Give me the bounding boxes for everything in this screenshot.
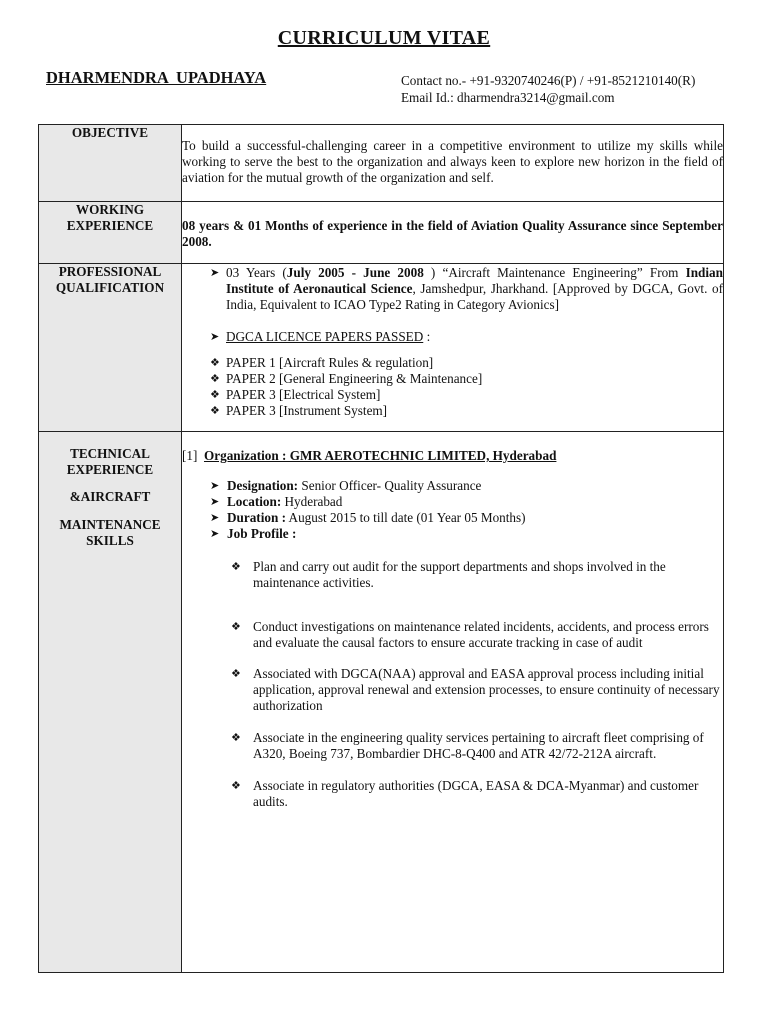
paper-text: PAPER 3 [Instrument System] [226,403,388,418]
technical-label [39,432,182,973]
duty-text: Associated with DGCA(NAA) approval and EASA approval process including initial application, approval renewal and extension processes, to ensure continuity of necessary authorization [253,666,720,713]
duty-item [182,666,723,714]
duration-label: Duration : [227,510,286,525]
working-experience-row [39,202,724,264]
qualification-label-line2: QUALIFICATION [55,280,165,295]
four-diamond-bullet-icon: ❖ [231,780,241,792]
contact-email: Email Id.: dharmendra3214@gmail.com [401,90,615,105]
paper-item [182,371,723,387]
designation-item [182,478,723,494]
qualification-list [182,265,723,345]
duty-item [182,559,723,591]
technical-label-line5: SKILLS [86,533,134,548]
paper-text: PAPER 3 [Electrical System] [226,387,381,402]
arrowhead-bullet-icon: ➤ [210,331,220,343]
licence-heading-item [182,329,723,345]
working-experience-label-line2: EXPERIENCE [66,218,154,233]
arrowhead-bullet-icon: ➤ [210,528,220,540]
qualification-label-line1: PROFESSIONAL [58,264,162,279]
working-experience-label-line1: WORKING [75,202,145,217]
technical-label-line2: EXPERIENCE [66,462,154,477]
licence-heading: DGCA LICENCE PAPERS PASSED [226,329,424,344]
degree-period: July 2005 - June 2008 [286,265,424,280]
duty-text: Associate in regulatory authorities (DGCA, EASA & DCA-Myanmar) and customer audits. [253,778,699,809]
four-diamond-bullet-icon: ❖ [210,405,220,417]
licence-heading-colon: : [423,329,431,344]
qualification-content [182,264,724,432]
contact-phone: Contact no.- +91-9320740246(P) / +91-8521210140(R) [401,73,696,88]
objective-text [182,125,724,202]
four-diamond-bullet-icon: ❖ [231,621,241,633]
arrowhead-bullet-icon: ➤ [210,512,220,524]
degree-course: ) “Aircraft Maintenance Engineering” From [423,265,686,280]
contact-block [401,72,695,106]
qualification-label [39,264,182,432]
organization-name: Organization : GMR AEROTECHNIC LIMITED, Hyderabad [203,448,557,463]
paper-item [182,355,723,371]
paper-item [182,387,723,403]
working-experience-text [182,202,724,264]
four-diamond-bullet-icon: ❖ [231,668,241,680]
paper-item [182,403,723,419]
job-profile-item [182,526,723,542]
cv-table [38,124,724,973]
degree-prefix: 03 Years ( [226,265,287,280]
technical-label-line3: &AIRCRAFT [69,489,151,504]
location-value: Hyderabad [281,494,343,509]
four-diamond-bullet-icon: ❖ [231,732,241,744]
working-experience-text-value: 08 years & 01 Months of experience in the field of Aviation Quality Assurance since September 2008. [182,217,723,249]
paper-text: PAPER 2 [General Engineering & Maintenance] [226,371,483,386]
objective-text-value: To build a successful-challenging career in a competitive environment to utilize my skills while working to serve the best to the organization and always keen to explore new horizon in the field of aviation for the mutual growth of the organization and self. [182,138,723,185]
arrowhead-bullet-icon: ➤ [210,496,220,508]
duties-list [182,559,723,810]
arrowhead-bullet-icon: ➤ [210,267,220,279]
job-profile-label: Job Profile : [227,526,297,541]
candidate-name: DHARMENDRA UPADHAYA [46,68,267,87]
paper-text: PAPER 1 [Aircraft Rules & regulation] [226,355,434,370]
objective-label [39,125,182,202]
four-diamond-bullet-icon: ❖ [210,357,220,369]
location-label: Location: [227,494,282,509]
technical-label-line1: TECHNICAL [70,446,150,461]
working-experience-label [39,202,182,264]
job-details-list [182,478,723,542]
duty-text: Conduct investigations on maintenance related incidents, accidents, and process errors and evaluate the causal factors to ensure accurate tracking in case of audit [253,619,709,650]
duty-item [182,619,723,651]
degree-details: , Jamshedpur, Jharkhand. [Approved by DGCA, Govt. of India, Equivalent to ICAO Type2 Rating in Category Avionics] [226,281,723,312]
technical-label-line4: MAINTENANCE [59,517,161,532]
duration-item [182,510,723,526]
duty-text: Associate in the engineering quality services pertaining to aircraft fleet comprising of A320, Boeing 737, Bombardier DHC-8-Q400 and ATR 42/72-212A aircraft. [253,730,704,761]
papers-list [182,355,723,419]
degree-institute: Indian Institute of Aeronautical Science [226,265,723,296]
arrowhead-bullet-icon: ➤ [210,480,220,492]
technical-row [39,432,724,973]
duty-item [182,730,723,762]
organization-line [182,448,723,464]
duty-item [182,778,723,810]
qualification-row [39,264,724,432]
organization-index: [1] [182,448,198,463]
duration-value: August 2015 to till date (01 Year 05 Months) [285,510,526,525]
four-diamond-bullet-icon: ❖ [210,373,220,385]
objective-row [39,125,724,202]
objective-label-text: OBJECTIVE [71,125,149,140]
four-diamond-bullet-icon: ❖ [231,561,241,573]
technical-content [182,432,724,973]
designation-label: Designation: [227,478,299,493]
designation-value: Senior Officer- Quality Assurance [298,478,482,493]
duty-text: Plan and carry out audit for the support departments and shops involved in the maintenance activities. [253,559,666,590]
location-item [182,494,723,510]
degree-item [182,265,723,313]
four-diamond-bullet-icon: ❖ [210,389,220,401]
document-title: CURRICULUM VITAE [277,27,491,49]
